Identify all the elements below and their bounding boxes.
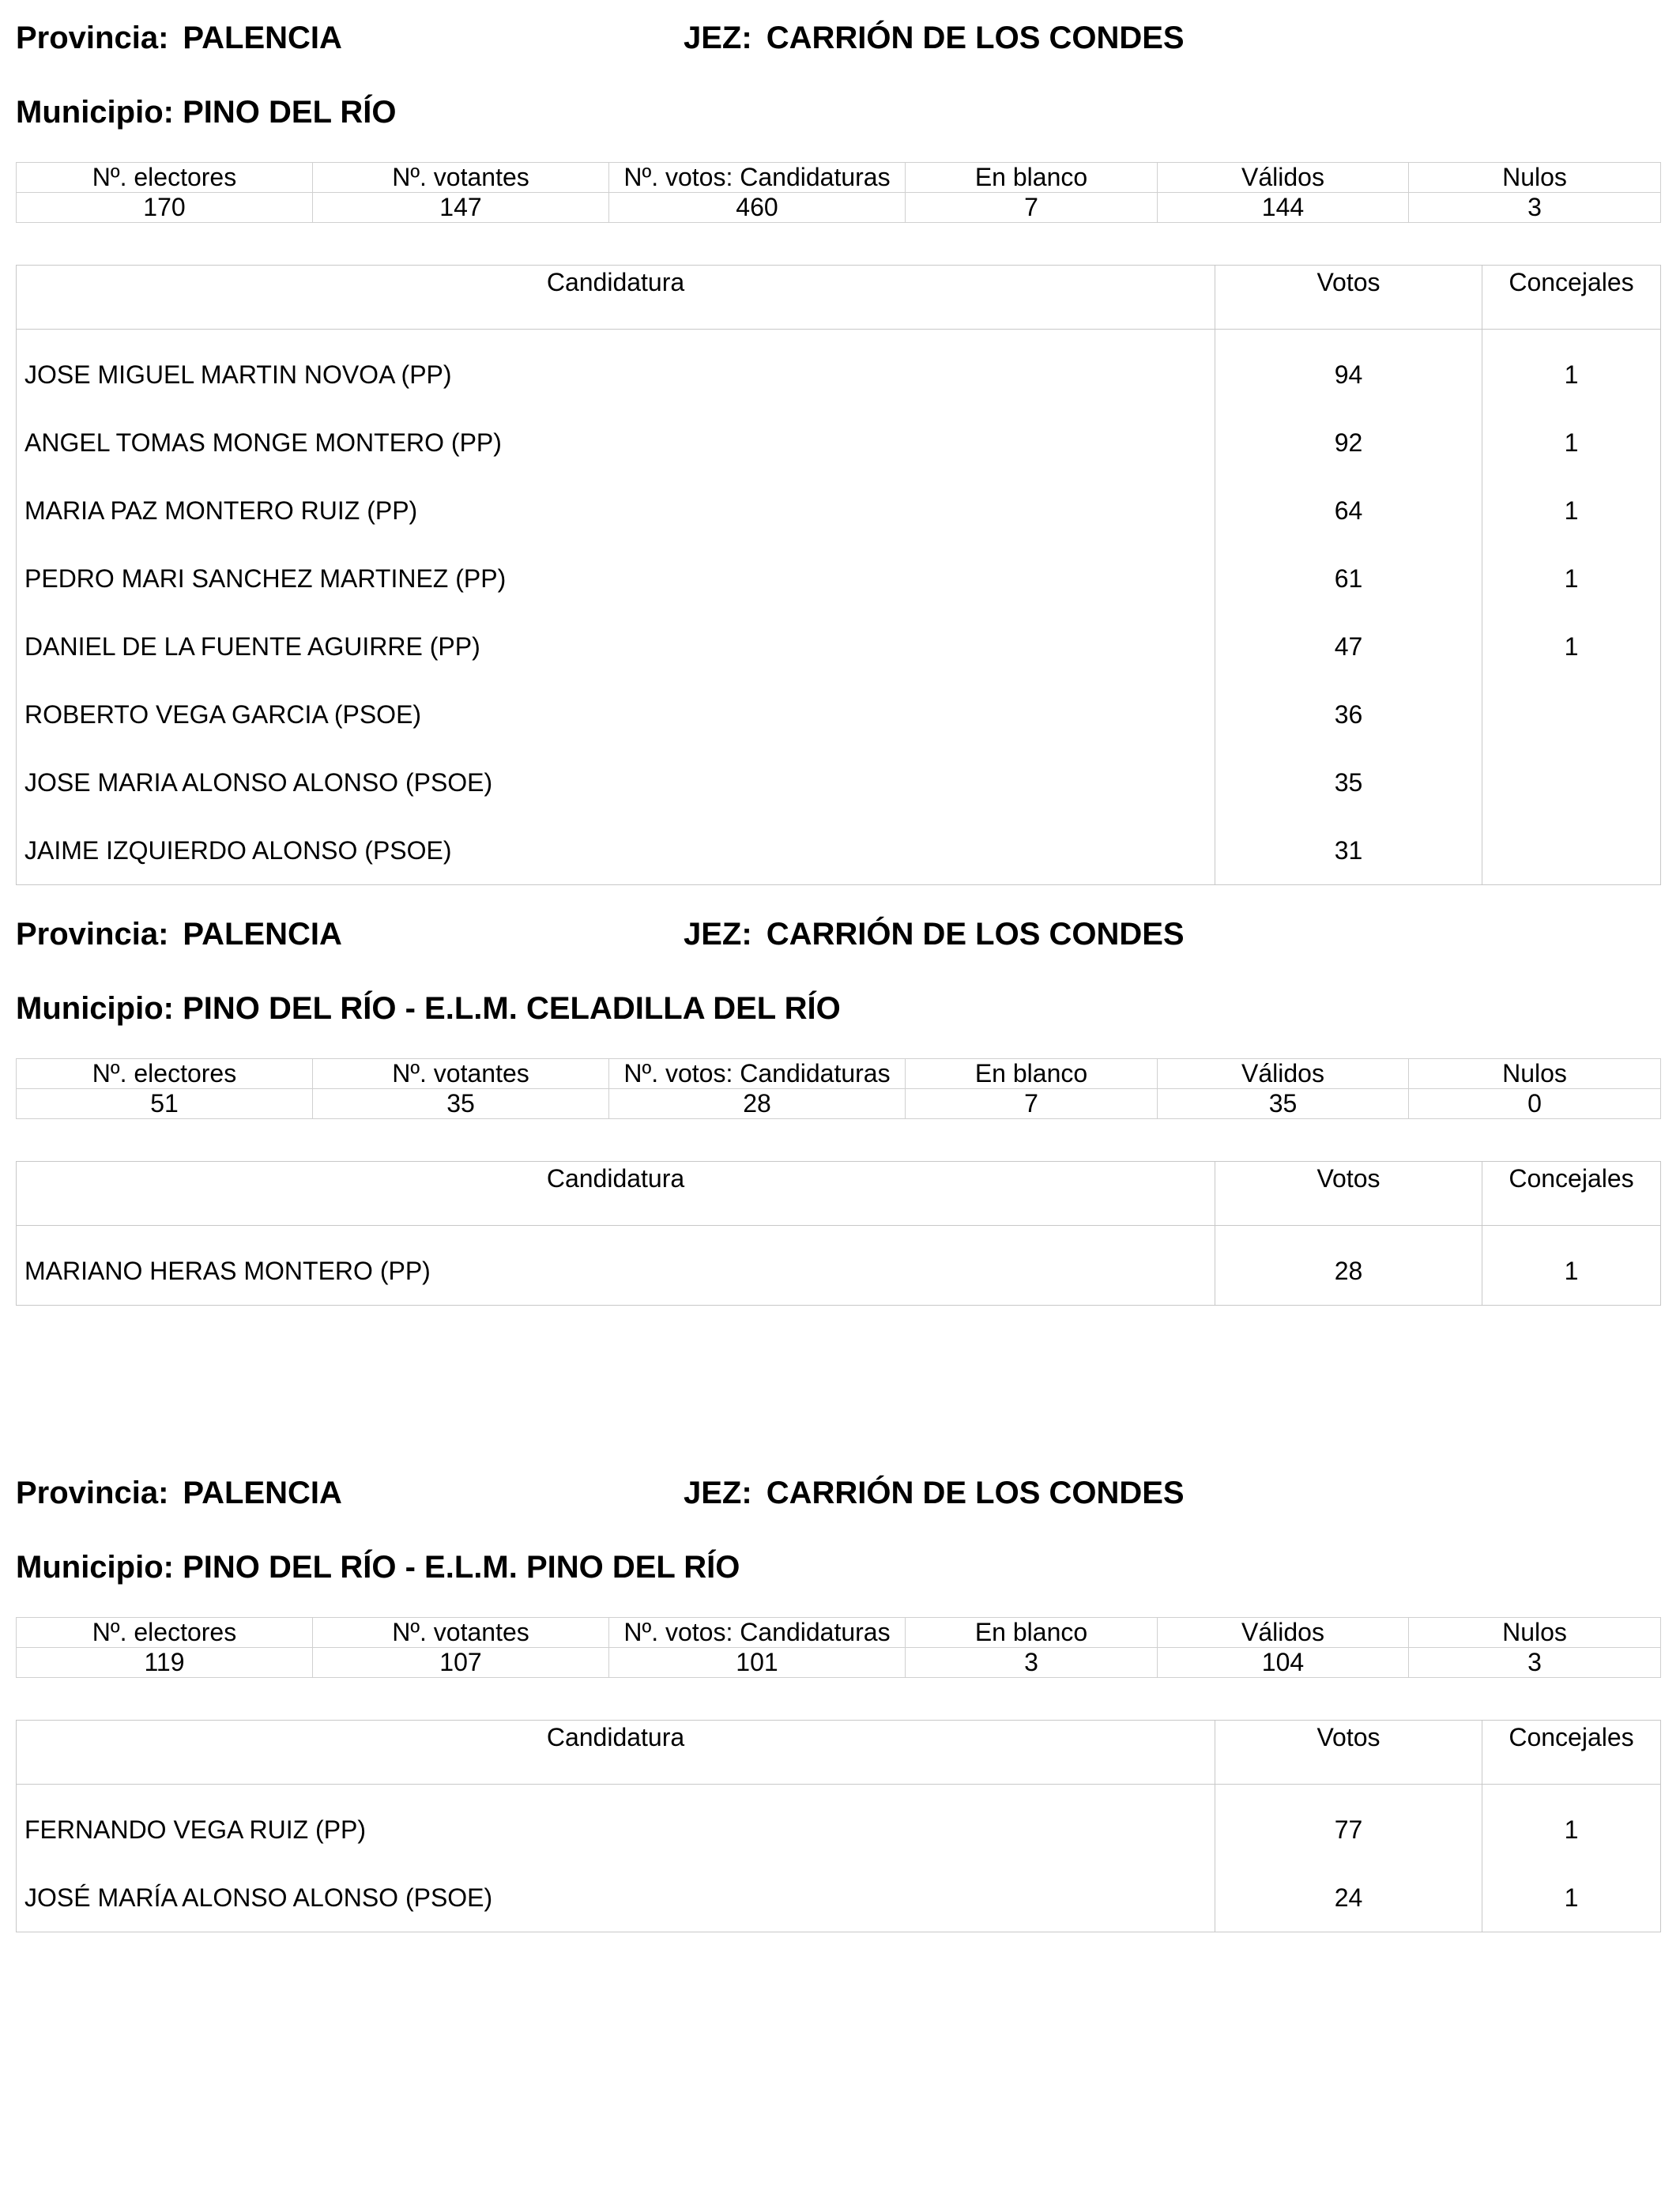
stats-header-votantes: Nº. votantes [313, 1059, 609, 1089]
table-row [17, 1226, 1661, 1306]
provincia-heading [16, 19, 342, 57]
stats-header-en-blanco: En blanco [906, 1618, 1158, 1648]
candidate-concejales: 1 [1482, 1785, 1661, 1864]
jez-label: JEZ: [684, 21, 752, 55]
stats-value-en-blanco: 3 [906, 1648, 1158, 1678]
candidates-header-row [17, 266, 1661, 330]
stats-header-en-blanco: En blanco [906, 1059, 1158, 1089]
candidate-votos: 35 [1215, 748, 1482, 816]
stats-value-nulos: 3 [1409, 1648, 1661, 1678]
municipio-heading [16, 990, 841, 1027]
jez-heading [684, 19, 1185, 57]
stats-header-validos: Válidos [1158, 1059, 1409, 1089]
candidates-table [16, 1720, 1661, 1932]
stats-value-electores: 170 [17, 193, 313, 223]
stats-table [16, 1058, 1661, 1119]
provincia-label: Provincia: [16, 1476, 169, 1510]
candidates-header-row [17, 1721, 1661, 1785]
stats-value-row [17, 1648, 1661, 1678]
stats-value-validos: 104 [1158, 1648, 1409, 1678]
jez-value: CARRIÓN DE LOS CONDES [766, 1476, 1185, 1510]
candidate-concejales [1482, 748, 1661, 816]
candidate-name: JOSÉ MARÍA ALONSO ALONSO (PSOE) [17, 1864, 1215, 1932]
candidate-votos: 77 [1215, 1785, 1482, 1864]
candidate-concejales: 1 [1482, 477, 1661, 545]
jez-label: JEZ: [684, 1476, 752, 1510]
stats-value-electores: 119 [17, 1648, 313, 1678]
stats-header-row [17, 1618, 1661, 1648]
municipio-heading [16, 93, 397, 131]
candidates-header-concejales: Concejales [1482, 1162, 1661, 1226]
candidates-header-concejales: Concejales [1482, 1721, 1661, 1785]
stats-header-votos-candidaturas: Nº. votos: Candidaturas [609, 1059, 906, 1089]
stats-value-votos-candidaturas: 101 [609, 1648, 906, 1678]
candidates-header-row [17, 1162, 1661, 1226]
candidate-concejales: 1 [1482, 1226, 1661, 1306]
stats-table [16, 1617, 1661, 1678]
stats-value-votantes: 107 [313, 1648, 609, 1678]
stats-value-votantes: 35 [313, 1089, 609, 1119]
jez-label: JEZ: [684, 917, 752, 952]
candidate-concejales: 1 [1482, 613, 1661, 680]
stats-header-electores: Nº. electores [17, 1059, 313, 1089]
municipio-value: PINO DEL RÍO [183, 95, 397, 130]
candidate-name: MARIA PAZ MONTERO RUIZ (PP) [17, 477, 1215, 545]
candidates-header-votos: Votos [1215, 1162, 1482, 1226]
candidate-votos: 47 [1215, 613, 1482, 680]
candidate-name: FERNANDO VEGA RUIZ (PP) [17, 1785, 1215, 1864]
municipio-label: Municipio: [16, 1550, 174, 1585]
provincia-value: PALENCIA [183, 21, 342, 55]
candidate-name: JOSE MIGUEL MARTIN NOVOA (PP) [17, 330, 1215, 409]
candidate-name: MARIANO HERAS MONTERO (PP) [17, 1226, 1215, 1306]
stats-header-votos-candidaturas: Nº. votos: Candidaturas [609, 163, 906, 193]
table-row [17, 409, 1661, 477]
stats-table [16, 162, 1661, 223]
candidate-votos: 61 [1215, 545, 1482, 613]
jez-value: CARRIÓN DE LOS CONDES [766, 21, 1185, 55]
municipio-label: Municipio: [16, 95, 174, 130]
stats-header-nulos: Nulos [1409, 1618, 1661, 1648]
candidate-votos: 92 [1215, 409, 1482, 477]
candidate-votos: 64 [1215, 477, 1482, 545]
jez-heading [684, 1474, 1185, 1512]
stats-value-electores: 51 [17, 1089, 313, 1119]
provincia-label: Provincia: [16, 917, 169, 952]
provincia-value: PALENCIA [183, 1476, 342, 1510]
stats-value-votantes: 147 [313, 193, 609, 223]
stats-header-electores: Nº. electores [17, 163, 313, 193]
candidate-name: JOSE MARIA ALONSO ALONSO (PSOE) [17, 748, 1215, 816]
candidate-votos: 24 [1215, 1864, 1482, 1932]
candidates-table [16, 265, 1661, 885]
municipio-value: PINO DEL RÍO - E.L.M. PINO DEL RÍO [183, 1550, 740, 1585]
candidate-concejales: 1 [1482, 330, 1661, 409]
stats-header-validos: Válidos [1158, 1618, 1409, 1648]
candidate-name: ANGEL TOMAS MONGE MONTERO (PP) [17, 409, 1215, 477]
stats-header-en-blanco: En blanco [906, 163, 1158, 193]
candidates-header-concejales: Concejales [1482, 266, 1661, 330]
table-row [17, 613, 1661, 680]
candidate-name: ROBERTO VEGA GARCIA (PSOE) [17, 680, 1215, 748]
stats-value-en-blanco: 7 [906, 193, 1158, 223]
candidates-header-candidatura: Candidatura [17, 1721, 1215, 1785]
table-row [17, 1785, 1661, 1864]
candidate-concejales [1482, 816, 1661, 885]
stats-header-votos-candidaturas: Nº. votos: Candidaturas [609, 1618, 906, 1648]
stats-value-votos-candidaturas: 28 [609, 1089, 906, 1119]
stats-header-electores: Nº. electores [17, 1618, 313, 1648]
table-row [17, 816, 1661, 885]
stats-value-en-blanco: 7 [906, 1089, 1158, 1119]
candidate-name: PEDRO MARI SANCHEZ MARTINEZ (PP) [17, 545, 1215, 613]
stats-value-validos: 144 [1158, 193, 1409, 223]
stats-header-nulos: Nulos [1409, 163, 1661, 193]
jez-heading [684, 915, 1185, 953]
stats-value-row [17, 1089, 1661, 1119]
stats-header-votantes: Nº. votantes [313, 163, 609, 193]
candidate-concejales [1482, 680, 1661, 748]
candidate-votos: 94 [1215, 330, 1482, 409]
candidate-concejales: 1 [1482, 545, 1661, 613]
provincia-heading [16, 915, 342, 953]
stats-header-row [17, 163, 1661, 193]
municipio-label: Municipio: [16, 991, 174, 1026]
stats-header-votantes: Nº. votantes [313, 1618, 609, 1648]
provincia-heading [16, 1474, 342, 1512]
municipio-heading [16, 1548, 740, 1586]
candidate-name: DANIEL DE LA FUENTE AGUIRRE (PP) [17, 613, 1215, 680]
table-row [17, 1864, 1661, 1932]
candidates-header-candidatura: Candidatura [17, 1162, 1215, 1226]
table-row [17, 545, 1661, 613]
table-row [17, 330, 1661, 409]
candidates-table [16, 1161, 1661, 1306]
candidates-header-votos: Votos [1215, 266, 1482, 330]
candidate-votos: 28 [1215, 1226, 1482, 1306]
table-row [17, 748, 1661, 816]
stats-value-validos: 35 [1158, 1089, 1409, 1119]
candidates-header-candidatura: Candidatura [17, 266, 1215, 330]
stats-value-votos-candidaturas: 460 [609, 193, 906, 223]
table-row [17, 680, 1661, 748]
municipio-value: PINO DEL RÍO - E.L.M. CELADILLA DEL RÍO [183, 991, 841, 1026]
table-row [17, 477, 1661, 545]
stats-header-validos: Válidos [1158, 163, 1409, 193]
stats-value-nulos: 3 [1409, 193, 1661, 223]
jez-value: CARRIÓN DE LOS CONDES [766, 917, 1185, 952]
candidate-votos: 31 [1215, 816, 1482, 885]
stats-value-row [17, 193, 1661, 223]
candidate-name: JAIME IZQUIERDO ALONSO (PSOE) [17, 816, 1215, 885]
stats-header-row [17, 1059, 1661, 1089]
candidate-concejales: 1 [1482, 409, 1661, 477]
provincia-label: Provincia: [16, 21, 169, 55]
candidates-header-votos: Votos [1215, 1721, 1482, 1785]
stats-value-nulos: 0 [1409, 1089, 1661, 1119]
provincia-value: PALENCIA [183, 917, 342, 952]
stats-header-nulos: Nulos [1409, 1059, 1661, 1089]
candidate-concejales: 1 [1482, 1864, 1661, 1932]
candidate-votos: 36 [1215, 680, 1482, 748]
